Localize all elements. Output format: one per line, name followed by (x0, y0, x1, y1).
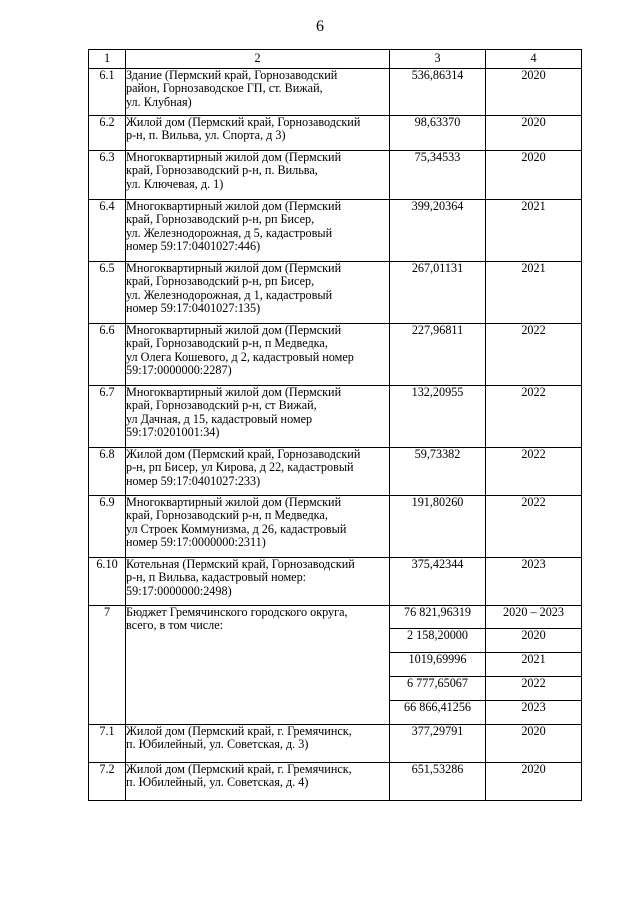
table-row (89, 324, 582, 386)
row-value: 536,86314 (390, 69, 486, 116)
row-value: 267,01131 (390, 262, 486, 324)
table-row (89, 496, 582, 558)
row-value: 132,20955 (390, 386, 486, 448)
table-row (89, 69, 582, 116)
row-number: 6.3 (89, 151, 126, 200)
header-cell-1: 1 (89, 50, 126, 69)
row-description (126, 725, 390, 763)
row-number: 6.9 (89, 496, 126, 558)
row-year: 2020 (486, 69, 582, 116)
budget-breakdown-year: 2023 (486, 701, 582, 725)
table-row (89, 558, 582, 606)
description-line: ул. Железнодорожная, д 5, кадастровый (126, 225, 333, 240)
description-line: р-н, рп Бисер, ул Кирова, д 22, кадастровый (126, 460, 354, 475)
row-description (126, 448, 390, 496)
row-number: 6.1 (89, 69, 126, 116)
row-year: 2020 (486, 725, 582, 763)
table-row (89, 448, 582, 496)
table-header-row (89, 50, 582, 69)
row-number: 7.2 (89, 763, 126, 801)
row-value: 98,63370 (390, 116, 486, 151)
description-line: 59:17:0000000:2498) (126, 583, 232, 598)
row-value: 399,20364 (390, 200, 486, 262)
description-line: Многоквартирный жилой дом (Пермский (126, 199, 342, 213)
row-value: 75,34533 (390, 151, 486, 200)
header-cell-2: 2 (126, 50, 390, 69)
budget-breakdown-value: 1019,69996 (390, 653, 486, 677)
data-table (88, 49, 582, 801)
row-description (126, 558, 390, 606)
description-line: ул. Ключевая, д. 1) (126, 176, 224, 191)
description-line: всего, в том числе: (126, 618, 224, 633)
description-line: край, Горнозаводский р-н, рп Бисер, (126, 212, 315, 227)
row-year: 2020 (486, 151, 582, 200)
row-value: 227,96811 (390, 324, 486, 386)
row-number: 6.6 (89, 324, 126, 386)
budget-number: 7 (89, 606, 126, 725)
table-row (89, 725, 582, 763)
row-value: 377,29791 (390, 725, 486, 763)
table-row (89, 386, 582, 448)
description-line: ул. Клубная) (126, 94, 192, 109)
description-line: край, Горнозаводский р-н, п. Вильва, (126, 163, 318, 178)
row-year: 2023 (486, 558, 582, 606)
budget-breakdown-year: 2020 (486, 629, 582, 653)
row-description (126, 69, 390, 116)
description-line: номер 59:17:0401027:446) (126, 238, 261, 253)
description-line: ул Строек Коммунизма, д 26, кадастровый (126, 521, 347, 536)
description-line: р-н, п Вильва, кадастровый номер: (126, 570, 307, 585)
row-value: 191,80260 (390, 496, 486, 558)
description-line: край, Горнозаводский р-н, п Медведка, (126, 336, 328, 351)
description-line: Бюджет Гремячинского городского округа, (126, 605, 348, 619)
row-description (126, 116, 390, 151)
description-line: 59:17:0201001:34) (126, 424, 220, 439)
budget-row (89, 606, 582, 629)
row-number: 6.7 (89, 386, 126, 448)
budget-breakdown-year: 2022 (486, 677, 582, 701)
budget-total-value: 76 821,96319 (390, 606, 486, 629)
description-line: Многоквартирный жилой дом (Пермский (126, 150, 342, 164)
description-line: Многоквартирный жилой дом (Пермский (126, 261, 342, 275)
description-line: ул Дачная, д 15, кадастровый номер (126, 411, 313, 426)
row-description (126, 496, 390, 558)
description-line: район, Горнозаводское ГП, ст. Вижай, (126, 81, 323, 96)
row-number: 6.8 (89, 448, 126, 496)
row-number: 6.5 (89, 262, 126, 324)
budget-breakdown-value: 6 777,65067 (390, 677, 486, 701)
table-row (89, 763, 582, 801)
table-row (89, 116, 582, 151)
description-line: Жилой дом (Пермский край, г. Гремячинск, (126, 724, 352, 738)
description-line: п. Юбилейный, ул. Советская, д. 3) (126, 737, 309, 752)
row-year: 2021 (486, 262, 582, 324)
description-line: Жилой дом (Пермский край, Горнозаводский (126, 115, 361, 129)
description-line: Многоквартирный жилой дом (Пермский (126, 495, 342, 509)
description-line: Многоквартирный жилой дом (Пермский (126, 323, 342, 337)
description-line: ул Олега Кошевого, д 2, кадастровый номер (126, 349, 354, 364)
row-number: 6.10 (89, 558, 126, 606)
description-line: номер 59:17:0401027:135) (126, 300, 261, 315)
row-value: 651,53286 (390, 763, 486, 801)
description-line: Здание (Пермский край, Горнозаводский (126, 68, 338, 82)
budget-breakdown-value: 66 866,41256 (390, 701, 486, 725)
budget-description (126, 606, 390, 725)
description-line: номер 59:17:0401027:233) (126, 473, 261, 488)
description-line: ул. Железнодорожная, д 1, кадастровый (126, 287, 333, 302)
description-line: р-н, п. Вильва, ул. Спорта, д 3) (126, 128, 286, 143)
budget-breakdown-value: 2 158,20000 (390, 629, 486, 653)
description-line: край, Горнозаводский р-н, рп Бисер, (126, 274, 315, 289)
description-line: Котельная (Пермский край, Горнозаводский (126, 557, 355, 571)
row-value: 59,73382 (390, 448, 486, 496)
row-year: 2020 (486, 116, 582, 151)
row-number: 6.2 (89, 116, 126, 151)
description-line: п. Юбилейный, ул. Советская, д. 4) (126, 775, 309, 790)
description-line: номер 59:17:0000000:2311) (126, 534, 266, 549)
row-number: 7.1 (89, 725, 126, 763)
table-row (89, 151, 582, 200)
row-description (126, 763, 390, 801)
row-description (126, 200, 390, 262)
header-cell-4: 4 (486, 50, 582, 69)
budget-breakdown-year: 2021 (486, 653, 582, 677)
row-year: 2021 (486, 200, 582, 262)
row-description (126, 324, 390, 386)
table-row (89, 262, 582, 324)
budget-total-years: 2020 – 2023 (486, 606, 582, 629)
row-year: 2022 (486, 448, 582, 496)
row-description (126, 386, 390, 448)
row-year: 2020 (486, 763, 582, 801)
description-line: Многоквартирный жилой дом (Пермский (126, 385, 342, 399)
description-line: 59:17:0000000:2287) (126, 362, 232, 377)
row-number: 6.4 (89, 200, 126, 262)
header-cell-3: 3 (390, 50, 486, 69)
row-year: 2022 (486, 496, 582, 558)
row-year: 2022 (486, 386, 582, 448)
row-description (126, 151, 390, 200)
description-line: Жилой дом (Пермский край, г. Гремячинск, (126, 762, 352, 776)
row-value: 375,42344 (390, 558, 486, 606)
page-number: 6 (316, 18, 324, 35)
table-row (89, 200, 582, 262)
description-line: край, Горнозаводский р-н, п Медведка, (126, 508, 328, 523)
row-description (126, 262, 390, 324)
row-year: 2022 (486, 324, 582, 386)
description-line: Жилой дом (Пермский край, Горнозаводский (126, 447, 361, 461)
description-line: край, Горнозаводский р-н, ст Вижай, (126, 398, 317, 413)
